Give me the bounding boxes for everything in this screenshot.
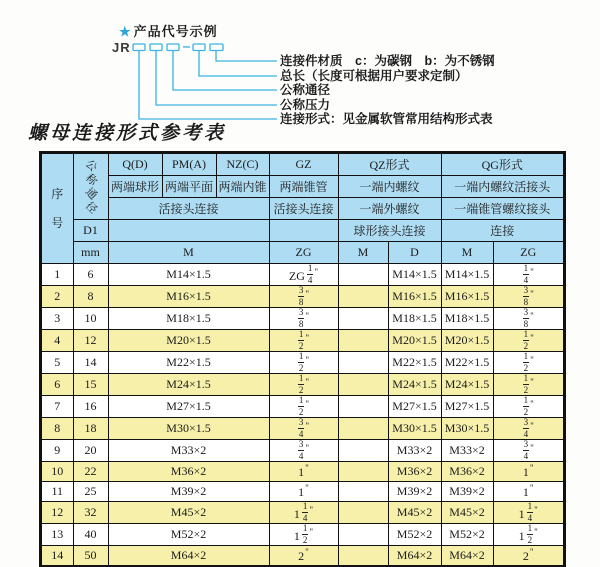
header-mm: mm <box>73 242 108 264</box>
table-row <box>41 396 564 418</box>
cell-seq: 6 <box>41 374 73 396</box>
callout-diameter: 公称通径 <box>280 83 331 97</box>
cell-seq: 14 <box>41 546 73 567</box>
table-row <box>41 482 564 502</box>
code-box-4 <box>193 44 205 51</box>
header-qz-d: D <box>388 242 441 264</box>
cell-dn: 25 <box>73 482 108 502</box>
cell-qz-d: M20×1.5 <box>388 330 441 352</box>
callout-pressure: 公称压力 <box>280 98 331 112</box>
header-empty-gz <box>269 220 338 242</box>
cell-qz-m <box>338 264 388 286</box>
cell-m: M36×2 <box>108 462 269 482</box>
cell-qg-m: M52×2 <box>441 524 493 546</box>
product-code-example-text: 产品代号示例 <box>133 24 218 39</box>
header-qg-zg: ZG <box>493 242 564 264</box>
header-qz: QZ形式 <box>338 153 441 176</box>
cell-seq: 9 <box>41 440 73 462</box>
cell-zg: $\frac{1}{2}$ " <box>269 330 338 352</box>
table-row <box>41 308 564 330</box>
cell-qg-m: M22×1.5 <box>441 352 493 374</box>
cell-m: M20×1.5 <box>108 330 269 352</box>
cell-seq: 2 <box>41 286 73 308</box>
cell-qz-d: M39×2 <box>388 482 441 502</box>
cell-dn: 10 <box>73 308 108 330</box>
cell-qg-m: M24×1.5 <box>441 374 493 396</box>
cell-dn: 50 <box>73 546 108 567</box>
cell-dn: 8 <box>73 286 108 308</box>
cell-seq: 1 <box>41 264 73 286</box>
cell-seq: 13 <box>41 524 73 546</box>
table-title: 螺母连接形式参考表 <box>28 123 227 144</box>
cell-dn: 12 <box>73 330 108 352</box>
cell-qz-d: M52×2 <box>388 524 441 546</box>
cell-qz-d: M36×2 <box>388 462 441 482</box>
cell-seq: 10 <box>41 462 73 482</box>
cell-qg-zg: $\frac{1}{2}$ " <box>493 396 564 418</box>
cell-qz-d: M22×1.5 <box>388 352 441 374</box>
header-qg-sub3: 连接 <box>441 220 564 242</box>
cell-qz-m <box>338 418 388 440</box>
cell-m: M24×1.5 <box>108 374 269 396</box>
cell-m: M14×1.5 <box>108 264 269 286</box>
cell-m: M64×2 <box>108 546 269 567</box>
cell-qz-d: M14×1.5 <box>388 264 441 286</box>
header-pm: PM(A) <box>162 153 216 176</box>
header-qg: QG形式 <box>441 153 564 176</box>
cell-zg: 1 $\frac{1}{4}$ " <box>269 502 338 524</box>
header-q-sub: 两端球形 <box>108 176 162 198</box>
header-qz-sub2: 一端外螺纹 <box>338 198 441 220</box>
cell-dn: 22 <box>73 462 108 482</box>
cell-qz-m <box>338 396 388 418</box>
header-union-conn: 活接头连接 <box>108 198 269 220</box>
star-icon: ★ <box>119 24 132 39</box>
cell-dn: 20 <box>73 440 108 462</box>
cell-qg-zg: 1 $\frac{1}{2}$ " <box>493 524 564 546</box>
cell-qz-m <box>338 352 388 374</box>
cell-seq: 12 <box>41 502 73 524</box>
header-qg-sub1: 一端内螺纹活接头 <box>441 176 564 198</box>
cell-qg-m: M45×2 <box>441 502 493 524</box>
cell-qz-d: M18×1.5 <box>388 308 441 330</box>
cell-qz-d: M24×1.5 <box>388 374 441 396</box>
table-row <box>41 502 564 524</box>
table-row <box>41 546 564 567</box>
cell-qg-zg: $\frac{3}{8}$ " <box>493 308 564 330</box>
cell-dn: 14 <box>73 352 108 374</box>
callout-material: 连接件材质 c：为碳钢 b：为不锈钢 <box>280 54 495 68</box>
cell-zg: 2" <box>269 546 338 567</box>
header-m: M <box>108 242 269 264</box>
header-gz: GZ <box>269 153 338 176</box>
cell-qg-m: M64×2 <box>441 546 493 567</box>
cell-qg-m: M20×1.5 <box>441 330 493 352</box>
cell-seq: 8 <box>41 418 73 440</box>
header-qz-sub1: 一端内螺纹 <box>338 176 441 198</box>
cell-zg: $\frac{3}{4}$ " <box>269 440 338 462</box>
cell-qg-zg: $\frac{1}{2}$ " <box>493 352 564 374</box>
cell-qg-zg: 1" <box>493 462 564 482</box>
header-empty-left <box>108 220 269 242</box>
table-row <box>41 264 564 286</box>
cell-zg: 1 $\frac{1}{2}$ " <box>269 524 338 546</box>
cell-dn: 18 <box>73 418 108 440</box>
cell-qg-m: M36×2 <box>441 462 493 482</box>
cell-qz-d: M64×2 <box>388 546 441 567</box>
cell-zg: $\frac{3}{8}$ " <box>269 308 338 330</box>
cell-zg: $\frac{1}{2}$ " <box>269 374 338 396</box>
cell-zg: $\frac{3}{8}$ " <box>269 286 338 308</box>
header-q: Q(D) <box>108 153 162 176</box>
callout-length: 总长（长度可根据用户要求定制） <box>280 69 468 83</box>
cell-qz-m <box>338 482 388 502</box>
code-box-2 <box>150 44 162 51</box>
cell-qz-d: M33×2 <box>388 440 441 462</box>
cell-qg-zg: 2" <box>493 546 564 567</box>
header-gz-conn: 活接头连接 <box>269 198 338 220</box>
header-zg: ZG <box>269 242 338 264</box>
cell-m: M39×2 <box>108 482 269 502</box>
cell-m: M22×1.5 <box>108 352 269 374</box>
cell-m: M16×1.5 <box>108 286 269 308</box>
header-qg-sub2: 一端锥管螺纹接头 <box>441 198 564 220</box>
cell-dn: 16 <box>73 396 108 418</box>
cell-qz-m <box>338 502 388 524</box>
cell-zg: $\frac{1}{2}$ " <box>269 396 338 418</box>
callout-line-1 <box>216 51 277 62</box>
header-qz-sub3: 球形接头连接 <box>338 220 441 242</box>
cell-seq: 11 <box>41 482 73 502</box>
cell-qz-d: M27×1.5 <box>388 396 441 418</box>
cell-qz-d: M30×1.5 <box>388 418 441 440</box>
table-row <box>41 524 564 546</box>
header-d1: D1 <box>73 220 108 242</box>
cell-dn: 32 <box>73 502 108 524</box>
cell-seq: 3 <box>41 308 73 330</box>
code-prefix: JR <box>112 40 131 55</box>
cell-dn: 15 <box>73 374 108 396</box>
header-qz-m: M <box>338 242 388 264</box>
cell-qz-d: M45×2 <box>388 502 441 524</box>
table-row <box>41 286 564 308</box>
cell-qz-m <box>338 524 388 546</box>
cell-qg-zg: 1 $\frac{1}{4}$ " <box>493 502 564 524</box>
product-code-example-title <box>119 21 218 40</box>
callout-line-2 <box>199 51 277 77</box>
cell-zg: ZG $\frac{1}{4}$ " <box>269 264 338 286</box>
cell-qg-zg: $\frac{1}{4}$ " <box>493 264 564 286</box>
cell-seq: 5 <box>41 352 73 374</box>
table-row <box>41 330 564 352</box>
cell-qz-m <box>338 308 388 330</box>
cell-qg-m: M18×1.5 <box>441 308 493 330</box>
cell-dn: 6 <box>73 264 108 286</box>
cell-qg-zg: $\frac{1}{2}$ " <box>493 330 564 352</box>
cell-zg: $\frac{3}{4}$ " <box>269 418 338 440</box>
header-pm-sub: 两端平面 <box>162 176 216 198</box>
cell-qg-zg: $\frac{1}{2}$ " <box>493 374 564 396</box>
cell-qz-m <box>338 286 388 308</box>
cell-m: M33×2 <box>108 440 269 462</box>
cell-qg-m: M14×1.5 <box>441 264 493 286</box>
cell-m: M18×1.5 <box>108 308 269 330</box>
table-row <box>41 418 564 440</box>
cell-seq: 4 <box>41 330 73 352</box>
code-box-5 <box>210 44 223 51</box>
callout-line-3 <box>173 51 277 91</box>
cell-m: M52×2 <box>108 524 269 546</box>
cell-qz-d: M16×1.5 <box>388 286 441 308</box>
callout-conn-form: 连接形式：见金属软管常用结构形式表 <box>280 112 493 126</box>
cell-qz-m <box>338 462 388 482</box>
cell-m: M27×1.5 <box>108 396 269 418</box>
cell-zg: 1" <box>269 462 338 482</box>
header-qg-m: M <box>441 242 493 264</box>
cell-qg-m: M16×1.5 <box>441 286 493 308</box>
cell-qz-m <box>338 330 388 352</box>
cell-qg-zg: 1" <box>493 482 564 502</box>
table-row <box>41 440 564 462</box>
table-row <box>41 352 564 374</box>
cell-m: M45×2 <box>108 502 269 524</box>
cell-qz-m <box>338 374 388 396</box>
cell-qz-m <box>338 440 388 462</box>
table-row <box>41 374 564 396</box>
table-row <box>41 462 564 482</box>
header-gz-sub: 两端锥管 <box>269 176 338 198</box>
header-dn: 公 称 通 径 <box>73 153 108 220</box>
cell-qg-m: M39×2 <box>441 482 493 502</box>
cell-m: M30×1.5 <box>108 418 269 440</box>
cell-qg-m: M33×2 <box>441 440 493 462</box>
cell-dn: 40 <box>73 524 108 546</box>
nut-connection-table <box>40 152 565 567</box>
cell-qz-m <box>338 546 388 567</box>
cell-qg-zg: $\frac{3}{4}$ " <box>493 418 564 440</box>
cell-qg-zg: $\frac{3}{8}$ " <box>493 286 564 308</box>
cell-qg-m: M27×1.5 <box>441 396 493 418</box>
cell-qg-zg: $\frac{3}{4}$ " <box>493 440 564 462</box>
header-nz-sub: 两端内锥 <box>216 176 269 198</box>
cell-qg-m: M30×1.5 <box>441 418 493 440</box>
cell-zg: 1" <box>269 482 338 502</box>
code-box-3 <box>167 44 179 51</box>
code-box-1 <box>133 44 145 51</box>
header-seq: 序 号 <box>41 153 73 264</box>
cell-zg: $\frac{1}{2}$ " <box>269 352 338 374</box>
cell-seq: 7 <box>41 396 73 418</box>
header-nz: NZ(C) <box>216 153 269 176</box>
